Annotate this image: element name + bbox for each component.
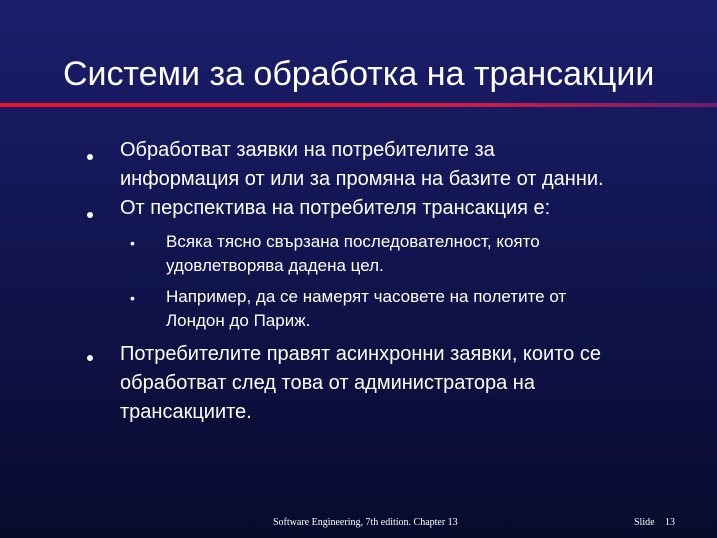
sub-bullet-text	[166, 285, 566, 333]
bullet-line: Обработват заявки на потребителите за	[120, 139, 495, 161]
slide-title: Системи за обработка на трансакции	[63, 55, 655, 93]
title-divider-line	[0, 103, 717, 107]
sub-bullet-line: удовлетворява дадена цел.	[166, 256, 384, 275]
bullet-text	[120, 340, 601, 427]
bullet-line: От перспектива на потребителя трансакция е:	[120, 197, 551, 219]
bullet-line: Потребителите правят асинхронни заявки, които се	[120, 343, 601, 365]
footer-slide-number: 13	[665, 517, 675, 528]
sub-bullet-dot: •	[130, 290, 135, 306]
sub-bullet-text	[166, 230, 540, 278]
sub-bullet-dot: •	[130, 235, 135, 251]
sub-bullet-line: Лондон до Париж.	[166, 311, 311, 330]
footer-slide-label: Slide	[634, 517, 655, 528]
bullet-text	[120, 194, 550, 223]
sub-bullet-line: Например, да се намерят часовете на полетите от	[166, 287, 567, 306]
bullet-line: обработват след това от администратора на	[120, 372, 535, 394]
bullet-dot	[87, 154, 93, 160]
footer-source: Software Engineering, 7th edition. Chapter 13	[273, 517, 458, 528]
bullet-line: информация от или за промяна на базите от данни.	[120, 168, 604, 190]
bullet-dot	[87, 212, 93, 218]
sub-bullet-line: Всяка тясно свързана последователност, която	[166, 232, 540, 251]
title-divider	[0, 100, 717, 108]
bullet-text	[120, 136, 604, 194]
bullet-dot	[87, 355, 93, 361]
bullet-line: трансакциите.	[120, 401, 252, 423]
